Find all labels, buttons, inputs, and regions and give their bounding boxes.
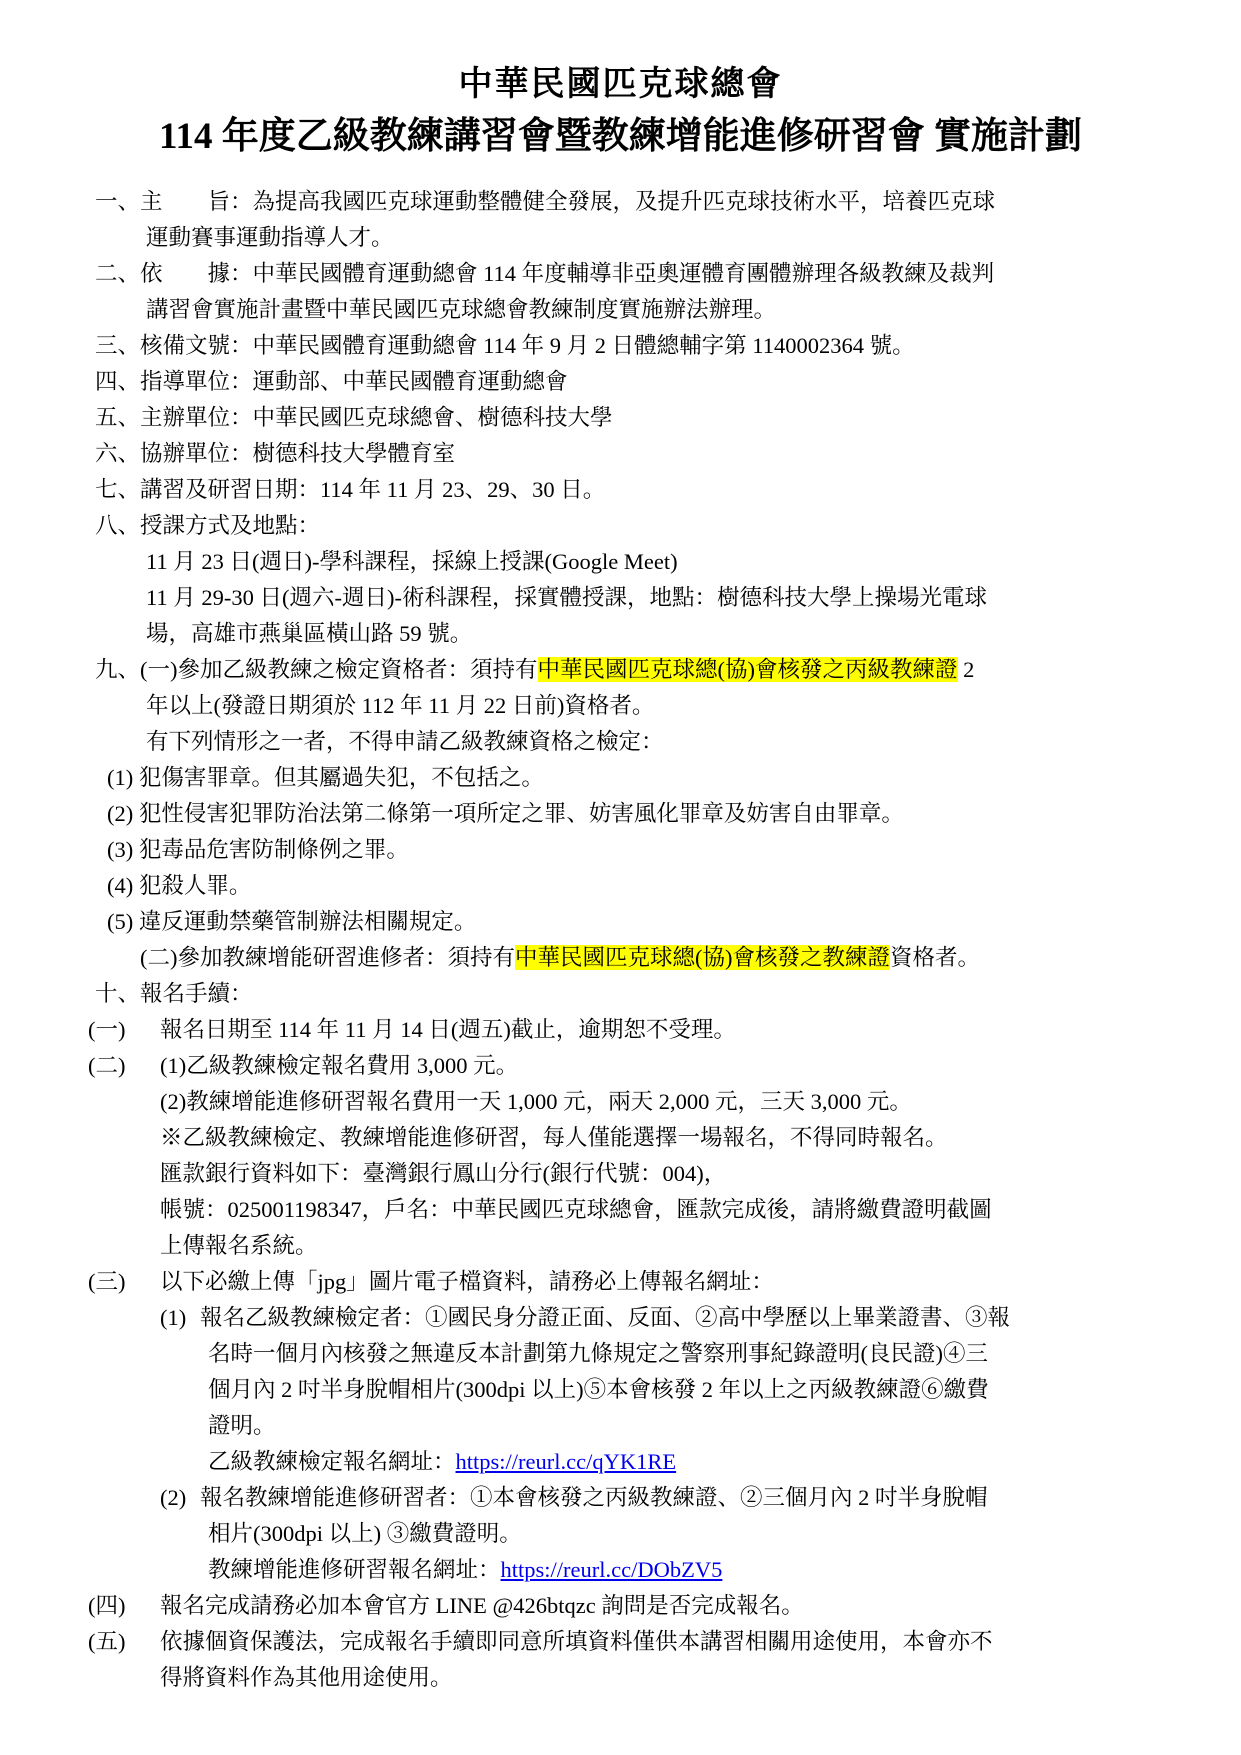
doc-line-upload-note: 上傳報名系統。: [160, 1233, 318, 1258]
doc-line-enhancement-signup: [208, 1552, 1181, 1588]
line-contact-text: 報名完成請務必加本會官方 LINE @426btqzc 詢問是否完成報名。: [160, 1593, 804, 1618]
document-header: [0, 0, 1241, 164]
doc-line-enhancement-docs: [160, 1480, 1181, 1516]
doc-line-online-class: 11 月 23 日(週日)-學科課程，採線上授課(Google Meet): [146, 549, 678, 574]
doc-line-b-level-docs: [160, 1300, 1181, 1336]
doc-line-line-contact: [88, 1588, 1181, 1624]
doc-line-b-level-signup: [208, 1444, 1181, 1480]
doc-line-eligibility-enhancement: [140, 940, 1181, 976]
doc-line-b-level-docs-cont1: 名時一個月內核發之無違反本計劃第九條規定之警察刑事紀錄證明(良民證)④三: [208, 1341, 988, 1366]
enhancement-prefix: (二)參加教練增能研習進修者：須持有: [140, 945, 515, 970]
doc-line-organizer: 五、主辦單位：中華民國匹克球總會、樹德科技大學: [95, 405, 613, 430]
eligibility-suffix: 2: [957, 657, 975, 682]
item-label-4: (四): [88, 1593, 126, 1618]
doc-line-eligibility-b-level: [95, 652, 1181, 688]
enhancement-suffix: 資格者。: [890, 945, 981, 970]
doc-line-b-level-docs-cont2: 個月內 2 吋半身脫帽相片(300dpi 以上)⑤本會核發 2 年以上之丙級教練證⑥繳費: [208, 1377, 989, 1402]
doc-line-disqualification-intro: 有下列情形之一者，不得申請乙級教練資格之檢定：: [146, 729, 664, 754]
fee-b-level-text: (1)乙級教練檢定報名費用 3,000 元。: [160, 1053, 519, 1078]
doc-line-basis-cont: 講習會實施計畫暨中華民國匹克球總會教練制度實施辦法辦理。: [146, 297, 777, 322]
highlight-coach-cert: 中華民國匹克球總(協)會核發之教練證: [515, 945, 890, 970]
item-label-3: (三): [88, 1269, 126, 1294]
doc-line-b-level-docs-cont3: 證明。: [208, 1413, 276, 1438]
b-level-signup-label: 乙級教練檢定報名網址：: [208, 1449, 456, 1474]
doc-line-purpose-cont: 運動賽事運動指導人才。: [146, 225, 394, 250]
b-level-docs-text: 報名乙級教練檢定者：①國民身分證正面、反面、②高中學歷以上畢業證書、③報: [200, 1305, 1011, 1330]
doc-line-disqualification-1: (1) 犯傷害罪章。但其屬過失犯，不包括之。: [107, 765, 544, 790]
document-body: [0, 164, 1241, 1696]
doc-line-disqualification-2: (2) 犯性侵害犯罪防治法第二條第一項所定之罪、妨害風化罪章及妨害自由罪章。: [107, 801, 904, 826]
doc-line-deadline: [88, 1012, 1181, 1048]
doc-line-purpose: 一、主 旨：為提高我國匹克球運動整體健全發展，及提升匹克球技術水平，培養匹克球: [95, 189, 996, 214]
doc-line-practical-class: 11 月 29-30 日(週六-週日)-術科課程，採實體授課，地點：樹德科技大學上操場光電球: [146, 585, 988, 610]
doc-line-registration-procedure: 十、報名手續：: [95, 981, 253, 1006]
highlight-c-level-cert: 中華民國匹克球總(協)會核發之丙級教練證: [537, 657, 958, 682]
subitem-label-2: (2): [160, 1485, 187, 1510]
doc-line-practical-class-cont: 場，高雄市燕巢區橫山路 59 號。: [146, 621, 473, 646]
doc-line-disqualification-3: (3) 犯毒品危害防制條例之罪。: [107, 837, 409, 862]
page-title: 中華民國匹克球總會: [458, 66, 783, 103]
upload-requirements-text: 以下必繳上傳「jpg」圖片電子檔資料，請務必上傳報名網址：: [160, 1269, 774, 1294]
item-label-5: (五): [88, 1629, 126, 1654]
doc-line-fee-note: ※乙級教練檢定、教練增能進修研習，每人僅能選擇一場報名，不得同時報名。: [160, 1125, 948, 1150]
privacy-text: 依據個資保護法，完成報名手續即同意所填資料僅供本講習相關用途使用，本會亦不: [160, 1629, 993, 1654]
subitem-label-1: (1): [160, 1305, 187, 1330]
doc-line-account-info: 帳號：025001198347，戶名：中華民國匹克球總會，匯款完成後，請將繳費證明截圖: [160, 1197, 992, 1222]
doc-line-enhancement-docs-cont: 相片(300dpi 以上) ③繳費證明。: [208, 1521, 522, 1546]
enhancement-signup-link[interactable]: https://reurl.cc/DObZV5: [500, 1557, 723, 1582]
doc-line-dates: 七、講習及研習日期：114 年 11 月 23、29、30 日。: [95, 477, 606, 502]
doc-line-eligibility-cont: 年以上(發證日期須於 112 年 11 月 22 日前)資格者。: [146, 693, 655, 718]
doc-line-privacy-cont: 得將資料作為其他用途使用。: [160, 1665, 453, 1690]
doc-line-co-organizer: 六、協辦單位：樹德科技大學體育室: [95, 441, 456, 466]
doc-line-disqualification-4: (4) 犯殺人罪。: [107, 873, 252, 898]
eligibility-prefix: 九、(一)參加乙級教練之檢定資格者：須持有: [95, 657, 538, 682]
doc-line-upload-requirements: [88, 1264, 1181, 1300]
item-label-1: (一): [88, 1017, 126, 1042]
b-level-signup-link[interactable]: https://reurl.cc/qYK1RE: [455, 1449, 677, 1474]
doc-line-guiding-unit: 四、指導單位：運動部、中華民國體育運動總會: [95, 369, 568, 394]
enhancement-docs-text: 報名教練增能進修研習者：①本會核發之丙級教練證、②三個月內 2 吋半身脫帽: [200, 1485, 988, 1510]
doc-line-approval-number: 三、核備文號：中華民國體育運動總會 114 年 9 月 2 日體總輔字第 1140002364 號。: [95, 333, 915, 358]
item-label-2: (二): [88, 1053, 126, 1078]
page-subtitle: 114 年度乙級教練講習會暨教練增能進修研習會 實施計劃: [159, 116, 1082, 157]
doc-line-method-location: 八、授課方式及地點：: [95, 513, 321, 538]
doc-line-fees: [88, 1048, 1181, 1084]
deadline-text: 報名日期至 114 年 11 月 14 日(週五)截止，逾期恕不受理。: [160, 1017, 736, 1042]
doc-line-privacy: [88, 1624, 1181, 1660]
doc-line-basis: 二、依 據：中華民國體育運動總會 114 年度輔導非亞奧運體育團體辦理各級教練及裁判: [95, 261, 995, 286]
doc-line-fee-enhancement: (2)教練增能進修研習報名費用一天 1,000 元，兩天 2,000 元，三天 3,000 元。: [160, 1089, 912, 1114]
doc-line-disqualification-5: (5) 違反運動禁藥管制辦法相關規定。: [107, 909, 477, 934]
doc-line-bank-info: 匯款銀行資料如下：臺灣銀行鳳山分行(銀行代號：004)，: [160, 1161, 727, 1186]
enhancement-signup-label: 教練增能進修研習報名網址：: [208, 1557, 501, 1582]
